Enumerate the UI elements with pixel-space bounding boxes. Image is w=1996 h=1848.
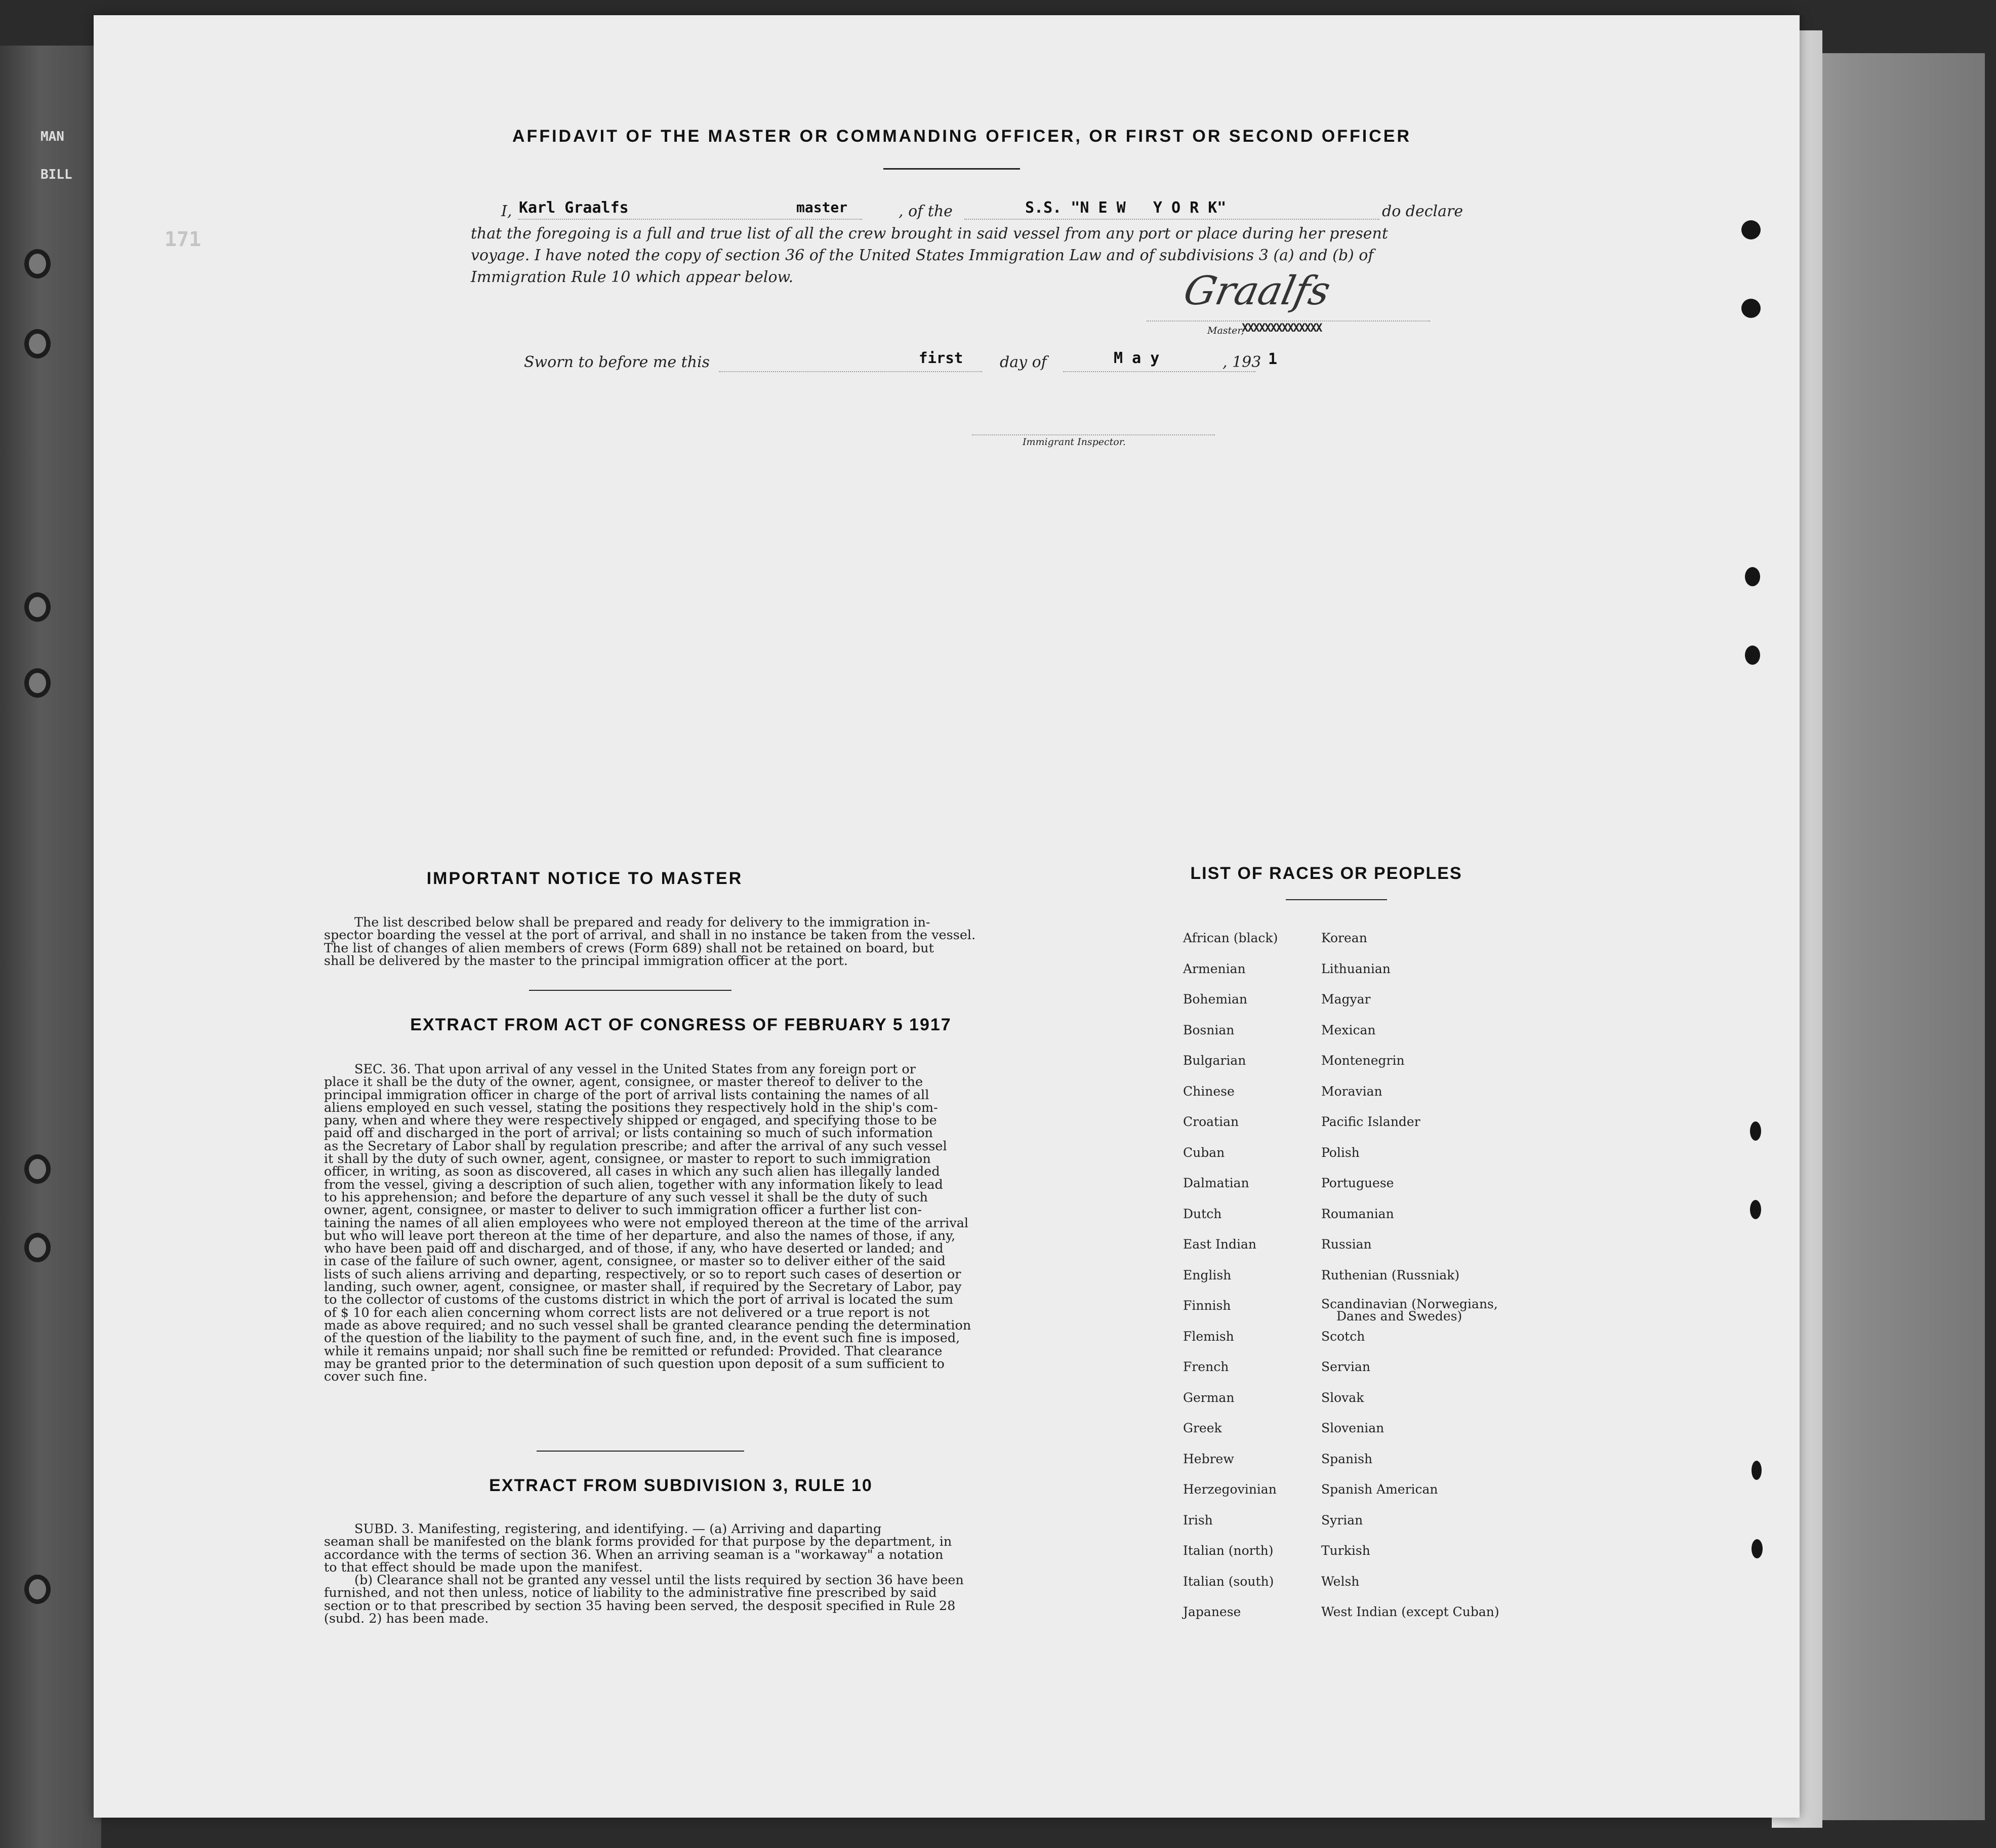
race-label: Russian	[1321, 1237, 1372, 1252]
section-rule	[529, 990, 731, 991]
race-item	[1183, 1543, 1278, 1574]
race-label: Croatian	[1183, 1114, 1239, 1129]
race-item	[1183, 1390, 1278, 1421]
race-label: Korean	[1321, 931, 1367, 945]
notice-title: IMPORTANT NOTICE TO MASTER	[426, 869, 743, 888]
inspector-signature-line	[972, 434, 1215, 435]
do-declare-label: do declare	[1382, 203, 1463, 220]
race-item	[1183, 961, 1278, 992]
race-item	[1321, 1145, 1499, 1176]
inspector-label: Immigrant Inspector.	[1023, 436, 1126, 448]
race-label: Bulgarian	[1183, 1053, 1246, 1068]
race-label: English	[1183, 1267, 1232, 1282]
race-label: Chinese	[1183, 1083, 1235, 1099]
act-line: officer, in writing, as soon as discovered, all cases in which any such alien has illegally landed	[324, 1164, 940, 1180]
affidavit-line: that the foregoing is a full and true list of all the crew brought in said vessel from any port or place during her present	[471, 225, 1388, 243]
fill-line	[719, 371, 982, 372]
rank-value: master	[796, 199, 848, 216]
act-line: but who will leave port thereon at the time of her departure, and also the names of those, if any,	[324, 1228, 956, 1243]
race-label: Spanish American	[1321, 1482, 1438, 1497]
margin-tab-label: BILL	[40, 167, 72, 182]
race-label: Polish	[1321, 1145, 1360, 1160]
day-of-label: day of	[1000, 353, 1047, 371]
race-item	[1183, 1574, 1278, 1605]
race-item	[1321, 1513, 1499, 1544]
punch-hole-icon	[1751, 1461, 1762, 1480]
master-label: Master,	[1207, 325, 1244, 336]
year-prefix: , 193	[1223, 353, 1261, 371]
race-label: Montenegrin	[1321, 1053, 1405, 1068]
race-item	[1183, 1084, 1278, 1115]
extract-act-paragraph	[324, 1063, 1038, 1383]
race-label: Pacific Islander	[1321, 1114, 1420, 1129]
page-stack	[1800, 53, 1985, 1820]
race-label: Slovak	[1321, 1390, 1364, 1405]
race-item	[1321, 1268, 1499, 1299]
race-label-continuation: Danes and Swedes)	[1336, 1309, 1462, 1323]
act-line: of the question of the liability to the payment of such fine, and, in the event such fine is imposed,	[324, 1331, 960, 1346]
race-label: Ruthenian (Russniak)	[1321, 1267, 1460, 1282]
race-item	[1321, 1207, 1499, 1237]
race-item	[1321, 931, 1499, 961]
race-item	[1183, 1114, 1278, 1145]
race-item	[1183, 1237, 1278, 1268]
of-the-label: , of the	[899, 203, 953, 220]
act-line: principal immigration officer in charge of the port of arrival lists containing the names of all	[324, 1087, 929, 1103]
sworn-month: M a y	[1114, 349, 1160, 367]
rule-line: section or to that prescribed by section 35 having been served, the desposit specified in Rule 28	[324, 1598, 956, 1614]
race-item	[1183, 1207, 1278, 1237]
race-item	[1321, 1298, 1499, 1329]
binder-spine	[0, 46, 101, 1848]
race-label: Scandinavian (Norwegians,	[1321, 1297, 1498, 1311]
race-label: Moravian	[1321, 1083, 1382, 1099]
race-label: Japanese	[1183, 1604, 1241, 1619]
races-column-right	[1321, 931, 1499, 1635]
act-line: place it shall be the duty of the owner, agent, consignee, or master thereof to deliver to the	[324, 1074, 923, 1090]
page-number: 171	[165, 228, 201, 251]
race-item	[1183, 1145, 1278, 1176]
affidavit-line: Immigration Rule 10 which appear below.	[471, 268, 794, 286]
race-label: Roumanian	[1321, 1206, 1394, 1221]
race-label: Servian	[1321, 1359, 1370, 1374]
race-item	[1183, 931, 1278, 961]
race-item	[1321, 1053, 1499, 1084]
race-item	[1183, 1359, 1278, 1390]
fill-line	[1063, 371, 1255, 372]
race-item	[1183, 1421, 1278, 1452]
extract-act-title: EXTRACT FROM ACT OF CONGRESS OF FEBRUARY 5 1917	[410, 1015, 952, 1034]
master-name: Karl Graalfs	[519, 199, 629, 217]
race-label: Slovenian	[1321, 1421, 1384, 1435]
act-line: who have been paid off and discharged, and of those, if any, who have deserted or landed; and	[324, 1241, 944, 1257]
race-label: Turkish	[1321, 1543, 1370, 1558]
act-line: in case of the failure of such owner, agent, consignee, or master so to deliver either of the said	[324, 1254, 946, 1269]
binder-ring-icon	[24, 668, 51, 698]
race-item	[1321, 1329, 1499, 1360]
binder-ring-icon	[24, 249, 51, 278]
race-label: West Indian (except Cuban)	[1321, 1604, 1499, 1619]
punch-hole-icon	[1745, 646, 1760, 665]
act-line: taining the names of all alien employees who were not employed thereon at the time of the arrival	[324, 1215, 969, 1231]
race-label: Magyar	[1321, 992, 1371, 1007]
act-line: lists of such aliens arriving and departing, respectively, or so to report such cases of desertion or	[324, 1266, 961, 1282]
race-item	[1183, 1482, 1278, 1513]
notice-line: shall be delivered by the master to the principal immigration officer at the port.	[324, 953, 848, 969]
race-label: Herzegovinian	[1183, 1482, 1277, 1497]
act-line: SEC. 36. That upon arrival of any vessel in the United States from any foreign port or	[354, 1062, 916, 1077]
rule-line: (subd. 2) has been made.	[324, 1611, 489, 1627]
races-rule	[1286, 899, 1387, 900]
binder-ring-icon	[24, 592, 51, 622]
margin-tab-label: MAN	[40, 129, 64, 144]
race-item	[1321, 992, 1499, 1023]
rule-line: accordance with the terms of section 36. When an arriving seaman is a "workaway" a notation	[324, 1547, 944, 1562]
master-signature: Graalfs	[1179, 268, 1335, 314]
notice-line: spector boarding the vessel at the port of arrival, and shall in no instance be taken from the vessel.	[324, 928, 976, 943]
race-label: Dutch	[1183, 1206, 1222, 1221]
race-item	[1321, 1421, 1499, 1452]
act-line: from the vessel, giving a description of such alien, together with any information likely to lead	[324, 1177, 943, 1192]
race-label: Welsh	[1321, 1574, 1360, 1589]
rule-line: to that effect should be made upon the manifest.	[324, 1559, 643, 1575]
act-line: aliens employed en such vessel, stating the positions they respectively hold in the ship's com-	[324, 1100, 938, 1115]
race-item	[1321, 1084, 1499, 1115]
act-line: owner, agent, consignee, or master to deliver to such immigration officer a further list con-	[324, 1202, 922, 1218]
races-column-left	[1183, 931, 1278, 1635]
race-label: Irish	[1183, 1512, 1213, 1528]
punch-hole-icon	[1751, 1539, 1763, 1558]
race-label: Dalmatian	[1183, 1176, 1249, 1190]
race-label: African (black)	[1183, 931, 1278, 945]
punch-hole-icon	[1750, 1121, 1761, 1141]
race-label: Spanish	[1321, 1451, 1373, 1466]
act-line: paid off and discharged in the port of arrival; or lists containing so much of such information	[324, 1126, 933, 1141]
race-label: German	[1183, 1390, 1235, 1405]
race-label: Syrian	[1321, 1512, 1363, 1528]
race-label: Flemish	[1183, 1329, 1234, 1344]
race-label: Italian (north)	[1183, 1543, 1274, 1558]
race-item	[1183, 1298, 1278, 1329]
race-label: French	[1183, 1359, 1229, 1374]
race-label: Portuguese	[1321, 1176, 1394, 1190]
race-item	[1321, 961, 1499, 992]
race-item	[1321, 1604, 1499, 1635]
act-line: cover such fine.	[324, 1369, 428, 1385]
race-item	[1321, 1359, 1499, 1390]
race-item	[1183, 1329, 1278, 1360]
act-line: may be granted prior to the determination of such question upon deposit of a sum sufficient to	[324, 1356, 945, 1372]
race-label: East Indian	[1183, 1237, 1256, 1252]
race-label: Bosnian	[1183, 1022, 1235, 1037]
race-item	[1321, 1390, 1499, 1421]
race-item	[1183, 992, 1278, 1023]
notice-paragraph	[324, 916, 1038, 968]
punch-hole-icon	[1750, 1200, 1761, 1219]
rule-line: (b) Clearance shall not be granted any vessel until the lists required by section 36 have been	[354, 1573, 964, 1588]
affidavit-title: AFFIDAVIT OF THE MASTER OR COMMANDING OFFICER, OR FIRST OR SECOND OFFICER	[512, 127, 1411, 146]
act-line: to his apprehension; and before the departure of any such vessel it shall be the duty of such	[324, 1189, 928, 1205]
act-line: as the Secretary of Labor shall by regulation prescribe; and after the arrival of any such vessel	[324, 1138, 947, 1154]
sworn-day: first	[919, 349, 963, 367]
binder-ring-icon	[24, 1575, 51, 1604]
affidavit-line: voyage. I have noted the copy of section 36 of the United States Immigration Law and of subdivisions 3 (a) and (b) of	[471, 247, 1374, 264]
punch-hole-icon	[1741, 299, 1761, 318]
extract-rule-title: EXTRACT FROM SUBDIVISION 3, RULE 10	[489, 1476, 873, 1495]
section-rule	[537, 1451, 744, 1452]
races-title: LIST OF RACES OR PEOPLES	[1190, 864, 1462, 883]
race-item	[1321, 1482, 1499, 1513]
binder-ring-icon	[24, 1154, 51, 1184]
race-label: Finnish	[1183, 1298, 1231, 1313]
vessel-name: S.S. "N E W Y O R K"	[1025, 199, 1227, 217]
race-item	[1183, 1053, 1278, 1084]
race-item	[1183, 1176, 1278, 1207]
race-label: Italian (south)	[1183, 1574, 1274, 1589]
race-item	[1321, 1114, 1499, 1145]
race-item	[1183, 1452, 1278, 1482]
punch-hole-icon	[1741, 220, 1761, 239]
rule-line: seaman shall be manifested on the blank forms provided for that purpose by the department, in	[324, 1534, 952, 1550]
act-line: made as above required; and no such vessel shall be granted clearance pending the determination	[324, 1317, 971, 1333]
act-line: to the collector of customs of the customs district in which the port of arrival is located the sum	[324, 1292, 953, 1308]
race-label: Greek	[1183, 1421, 1222, 1435]
year-suffix: 1	[1268, 350, 1278, 368]
race-item	[1321, 1574, 1499, 1605]
notice-line: The list of changes of alien members of crews (Form 689) shall not be retained on board, but	[324, 940, 934, 956]
race-item	[1183, 1513, 1278, 1544]
sworn-label: Sworn to before me this	[524, 353, 710, 371]
struck-title: XXXXXXXXXXXXXX	[1242, 322, 1322, 335]
notice-line: The list described below shall be prepared and ready for delivery to the immigration in-	[354, 915, 930, 930]
race-label: Lithuanian	[1321, 961, 1391, 976]
race-item	[1321, 1237, 1499, 1268]
fill-line	[518, 219, 862, 220]
rule-line: furnished, and not then unless, notice of liability to the administrative fine prescribed by said	[324, 1585, 937, 1601]
race-label: Bohemian	[1183, 992, 1248, 1007]
binder-ring-icon	[24, 1233, 51, 1262]
race-label: Cuban	[1183, 1145, 1225, 1160]
race-label: Mexican	[1321, 1022, 1376, 1037]
punch-hole-icon	[1745, 567, 1760, 586]
document-page	[94, 15, 1800, 1818]
extract-rule-paragraph	[324, 1523, 1038, 1625]
race-item	[1321, 1452, 1499, 1482]
race-item	[1183, 1023, 1278, 1054]
race-item	[1321, 1543, 1499, 1574]
fill-line	[964, 219, 1379, 220]
act-line: it shall by the duty of such owner, agent, consignee, or master to report to such immigration	[324, 1151, 931, 1167]
rule-line: SUBD. 3. Manifesting, registering, and identifying. — (a) Arriving and daparting	[354, 1521, 882, 1537]
race-item	[1183, 1604, 1278, 1635]
title-rule	[883, 168, 1020, 170]
act-line: while it remains unpaid; nor shall such fine be remitted or refunded: Provided. That clearance	[324, 1343, 943, 1359]
affidavit-i-label: I,	[501, 203, 512, 220]
act-line: of $ 10 for each alien concerning whom correct lists are not delivered or a true report is not	[324, 1305, 930, 1320]
race-item	[1321, 1023, 1499, 1054]
race-label: Armenian	[1183, 961, 1246, 976]
race-item	[1321, 1176, 1499, 1207]
binder-ring-icon	[24, 329, 51, 358]
act-line: pany, when and where they were respectively shipped or engaged, and specifying those to be	[324, 1113, 937, 1129]
signature-line	[1147, 320, 1430, 322]
race-label: Scotch	[1321, 1329, 1365, 1344]
act-line: landing, such owner, agent, consignee, or master shall, if required by the Secretary of Labor, pay	[324, 1279, 962, 1295]
race-item	[1183, 1268, 1278, 1299]
race-label: Hebrew	[1183, 1451, 1234, 1466]
